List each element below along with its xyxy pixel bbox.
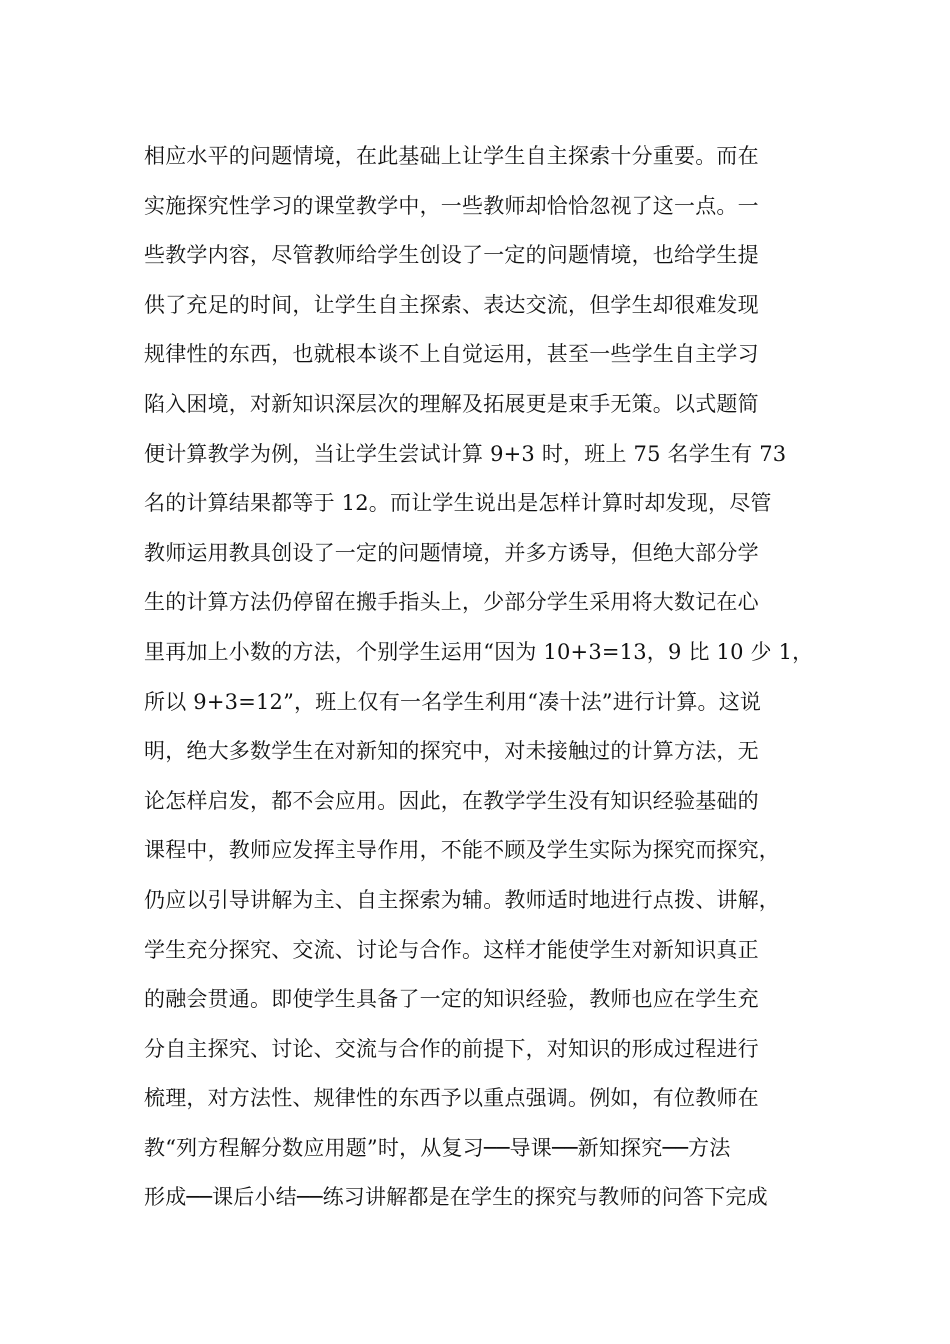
text-line: 实施探究性学习的课堂教学中，一些教师却恰恰忽视了这一点。一 — [144, 193, 759, 218]
text-line: 生的计算方法仍停留在搬手指头上，少部分学生采用将大数记在心 — [144, 590, 759, 615]
text-line: 梳理，对方法性、规律性的东西予以重点强调。例如，有位教师在 — [144, 1086, 759, 1111]
text-line: 学生充分探究、交流、讨论与合作。这样才能使学生对新知识真正 — [144, 937, 759, 962]
text-line: 供了充足的时间，让学生自主探索、表达交流，但学生却很难发现 — [144, 292, 759, 317]
text-line: 相应水平的问题情境，在此基础上让学生自主探索十分重要。而在 — [144, 144, 759, 168]
text-line: 陷入困境，对新知识深层次的理解及拓展更是束手无策。以式题简 — [144, 391, 759, 416]
text-line: 里再加上小数的方法，个别学生运用“因为 10+3=13，9 比 10 少 1， — [144, 639, 814, 664]
text-line: 规律性的东西，也就根本谈不上自觉运用，甚至一些学生自主学习 — [144, 342, 759, 367]
body-text — [144, 132, 824, 1223]
text-line: 名的计算结果都等于 12。而让学生说出是怎样计算时却发现，尽管 — [144, 491, 772, 516]
text-line: 教师运用教具创设了一定的问题情境，并多方诱导，但绝大部分学 — [144, 540, 759, 565]
text-line: 所以 9+3=12”，班上仅有一名学生利用“凑十法”进行计算。这说 — [144, 689, 762, 714]
text-line: 教“列方程解分数应用题”时，从复习──导课──新知探究──方法 — [144, 1135, 731, 1160]
text-line: 些教学内容，尽管教师给学生创设了一定的问题情境，也给学生提 — [144, 243, 759, 268]
text-line: 的融会贯通。即使学生具备了一定的知识经验，教师也应在学生充 — [144, 987, 759, 1012]
text-line: 明，绝大多数学生在对新知的探究中，对未接触过的计算方法，无 — [144, 739, 759, 764]
text-line: 课程中，教师应发挥主导作用，不能不顾及学生实际为探究而探究， — [144, 838, 780, 863]
text-line: 论怎样启发，都不会应用。因此，在教学学生没有知识经验基础的 — [144, 788, 759, 813]
text-line: 分自主探究、讨论、交流与合作的前提下，对知识的形成过程进行 — [144, 1036, 759, 1061]
text-line: 形成──课后小结──练习讲解都是在学生的探究与教师的问答下完成 — [144, 1185, 768, 1210]
text-line: 仍应以引导讲解为主、自主探索为辅。教师适时地进行点拨、讲解， — [144, 887, 780, 912]
text-line: 便计算教学为例，当让学生尝试计算 9+3 时，班上 75 名学生有 73 — [144, 441, 787, 466]
